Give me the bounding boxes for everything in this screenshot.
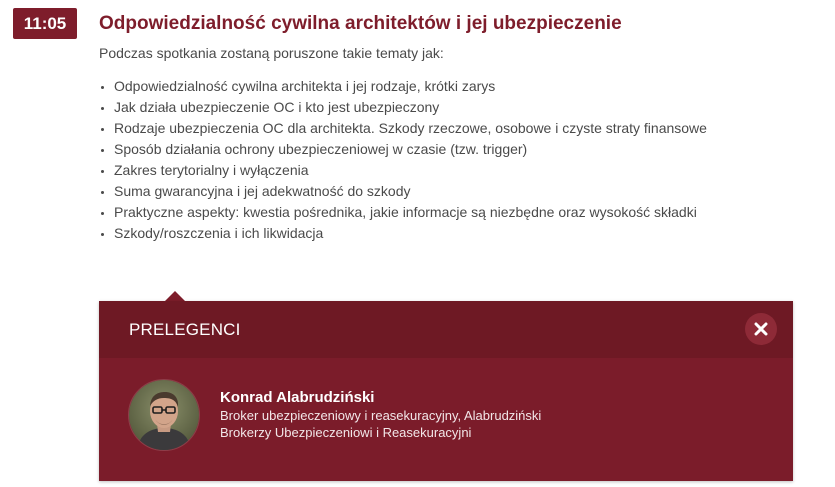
speaker-card[interactable] — [128, 379, 541, 451]
session-title: Odpowiedzialność cywilna architektów i jej ubezpieczenie — [99, 13, 622, 34]
topics-list — [99, 76, 707, 244]
topic-item: • Praktyczne aspekty: kwestia pośrednika, jakie informacje są niezbędne oraz wysokość składki — [114, 202, 707, 223]
avatar[interactable] — [128, 379, 200, 451]
speaker-info — [220, 389, 541, 441]
close-icon — [754, 322, 768, 336]
topic-item: • Zakres terytorialny i wyłączenia — [114, 160, 707, 181]
topic-item: • Rodzaje ubezpieczenia OC dla architekta. Szkody rzeczowe, osobowe i czyste straty finansowe — [114, 118, 707, 139]
speaker-role-line-2: Brokerzy Ubezpieczeniowi i Reasekuracyjni — [220, 425, 472, 440]
speakers-panel-header — [99, 301, 793, 358]
speakers-panel — [99, 301, 793, 481]
session-intro: Podczas spotkania zostaną poruszone takie tematy jak: — [99, 45, 444, 61]
topic-item: • Szkody/roszczenia i ich likwidacja — [114, 223, 707, 244]
session-time-badge: 11:05 — [13, 8, 77, 39]
speaker-photo — [129, 380, 199, 450]
speaker-name[interactable]: Konrad Alabrudziński — [220, 389, 375, 406]
speaker-role-line-1: Broker ubezpieczeniowy i reasekuracyjny, Alabrudziński — [220, 408, 542, 423]
topic-item: • Odpowiedzialność cywilna architekta i jej rodzaje, krótki zarys — [114, 76, 707, 97]
panel-pointer-arrow — [165, 291, 185, 301]
topic-item: • Sposób działania ochrony ubezpieczeniowej w czasie (tzw. trigger) — [114, 139, 707, 160]
topic-item: • Jak działa ubezpieczenie OC i kto jest ubezpieczony — [114, 97, 707, 118]
speakers-panel-title: PRELEGENCI — [129, 320, 241, 339]
topic-item: • Suma gwarancyjna i jej adekwatność do szkody — [114, 181, 707, 202]
close-button[interactable] — [745, 313, 777, 345]
